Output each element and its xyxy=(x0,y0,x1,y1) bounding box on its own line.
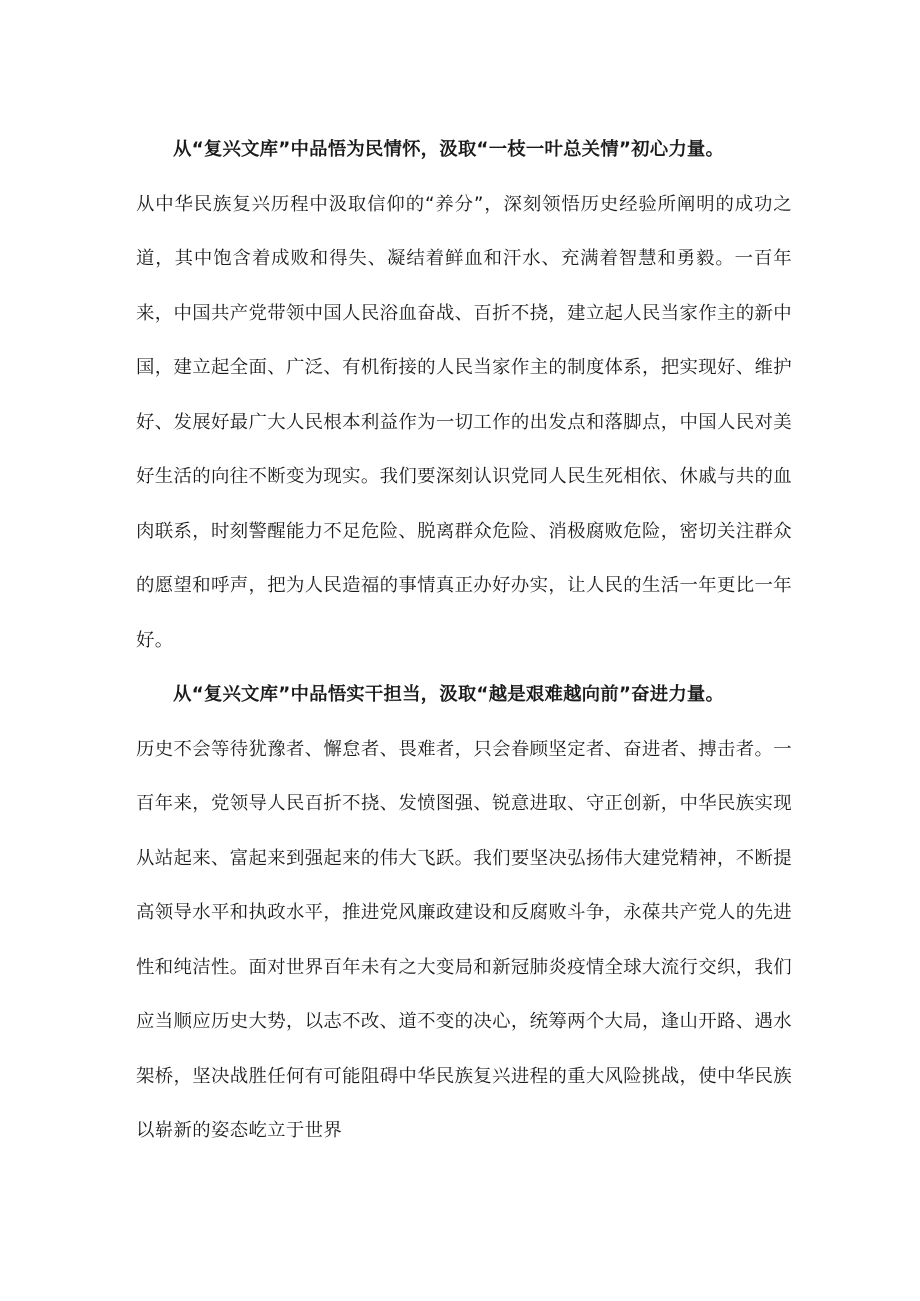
paragraph-people-oriented xyxy=(136,123,792,668)
paragraph-heading: 从“复兴文库”中品悟为民情怀，汲取“一枝一叶总关情”初心力量。 xyxy=(173,139,725,160)
paragraph-heading: 从“复兴文库”中品悟实干担当，汲取“越是艰难越向前”奋进力量。 xyxy=(173,684,725,705)
paragraph-hard-work xyxy=(136,668,792,1159)
document-body xyxy=(136,123,792,1159)
paragraph-text: 从中华民族复兴历程中汲取信仰的“养分”，深刻领悟历史经验所阐明的成功之道，其中饱含着成败和得失、凝结着鲜血和汗水、充满着智慧和勇毅。一百年来，中国共产党带领中国人民浴血奋战、百折不挠，建立起人民当家作主的新中国，建立起全面、广泛、有机衔接的人民当家作主的制度体系，把实现好、维护好、发展好最广大人民根本利益作为一切工作的出发点和落脚点，中国人民对美好生活的向往不断变为现实。我们要深刻认识党同人民生死相依、休戚与共的血肉联系，时刻警醒能力不足危险、脱离群众危险、消极腐败危险，密切关注群众的愿望和呼声，把为人民造福的事情真正办好办实，让人民的生活一年更比一年好。 xyxy=(136,193,792,651)
paragraph-text: 历史不会等待犹豫者、懈怠者、畏难者，只会眷顾坚定者、奋进者、搏击者。一百年来，党领导人民百折不挠、发愤图强、锐意进取、守正创新，中华民族实现从站起来、富起来到强起来的伟大飞跃。我们要坚决弘扬伟大建党精神，不断提高领导水平和执政水平，推进党风廉政建设和反腐败斗争，永葆共产党人的先进性和纯洁性。面对世界百年未有之大变局和新冠肺炎疫情全球大流行交织，我们应当顺应历史大势，以志不改、道不变的决心，统筹两个大局，逢山开路、遇水架桥，坚决战胜任何有可能阻碍中华民族复兴进程的重大风险挑战，使中华民族以崭新的姿态屹立于世界 xyxy=(136,738,792,1141)
